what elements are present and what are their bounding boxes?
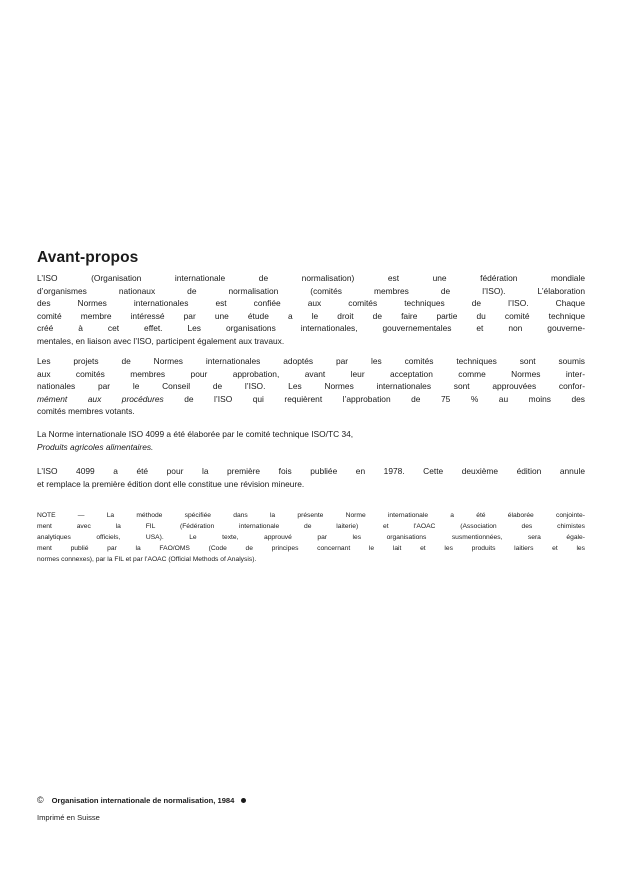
paragraph-line: L’ISO (Organisation internationale de normalisation) est une fédération mondiale: [37, 273, 585, 283]
paragraph-line: Produits agricoles alimentaires.: [37, 441, 154, 452]
italic-text: mément aux procédures: [37, 393, 164, 404]
paragraph-line: comité membre intéressé par une étude a le droit de faire partie du comité technique: [37, 310, 585, 321]
note-line: normes connexes), par la FIL et par l’AOAC (Official Methods of Analysis).: [37, 556, 257, 563]
paragraph-line: créé à cet effet. Les organisations internationales, gouvernementales et non gouverne-: [37, 323, 585, 334]
copyright-notice: [37, 795, 246, 805]
paragraph-iso-intro: [37, 272, 585, 348]
copyright-text: Organisation internationale de normalisation, 1984: [51, 795, 235, 805]
paragraph-line: comités membres votants.: [37, 406, 135, 417]
paragraph-line: nationales par le Conseil de l’ISO. Les Normes internationales sont approuvées confor-: [37, 381, 585, 392]
paragraph-line: L’ISO 4099 a été pour la première fois publiée en 1978. Cette deuxième édition annule: [37, 466, 585, 476]
bullet-icon: [241, 798, 246, 803]
paragraph-line: aux comités membres pour approbation, avant leur acceptation comme Normes inter-: [37, 368, 585, 379]
note-line: ment avec la FIL (Fédération internationale de laiterie) et l’AOAC (Association des chimistes: [37, 523, 585, 530]
paragraph-line: d’organismes nationaux de normalisation (comités membres de l’ISO). L’élaboration: [37, 285, 585, 296]
note-block: [37, 510, 585, 565]
printed-location: Imprimé en Suisse: [37, 813, 100, 822]
paragraph-line: [37, 393, 585, 406]
copyright-icon: ©: [37, 795, 44, 805]
page-title: Avant-propos: [37, 249, 139, 266]
paragraph-line: La Norme internationale ISO 4099 a été élaborée par le comité technique ISO/TC 34,: [37, 429, 354, 439]
note-line: ment publié par la FAO/OMS (Code de principes concernant le lait et les produits laitiers et les: [37, 545, 585, 552]
paragraph-line: des Normes internationales est confiée aux comités techniques de l’ISO. Chaque: [37, 298, 585, 309]
paragraph-technical-committee: [37, 428, 585, 453]
paragraph-line: et remplace la première édition dont elle constitue une révision mineure.: [37, 478, 305, 489]
paragraph-line: Les projets de Normes internationales adoptés par les comités techniques sont soumis: [37, 356, 585, 366]
paragraph-approval-process: [37, 355, 585, 418]
paragraph-line: mentales, en liaison avec l’ISO, participent également aux travaux.: [37, 335, 285, 346]
note-line: analytiques officiels, USA). Le texte, approuvé par les organisations susmentionnées, sera égale-: [37, 534, 585, 541]
paragraph-text: de l’ISO qui requièrent l’approbation de 75 % au moins des: [163, 393, 585, 404]
note-line: NOTE — La méthode spécifiée dans la présente Norme internationale a été élaborée conjointe-: [37, 512, 585, 519]
paragraph-edition-history: [37, 465, 585, 490]
